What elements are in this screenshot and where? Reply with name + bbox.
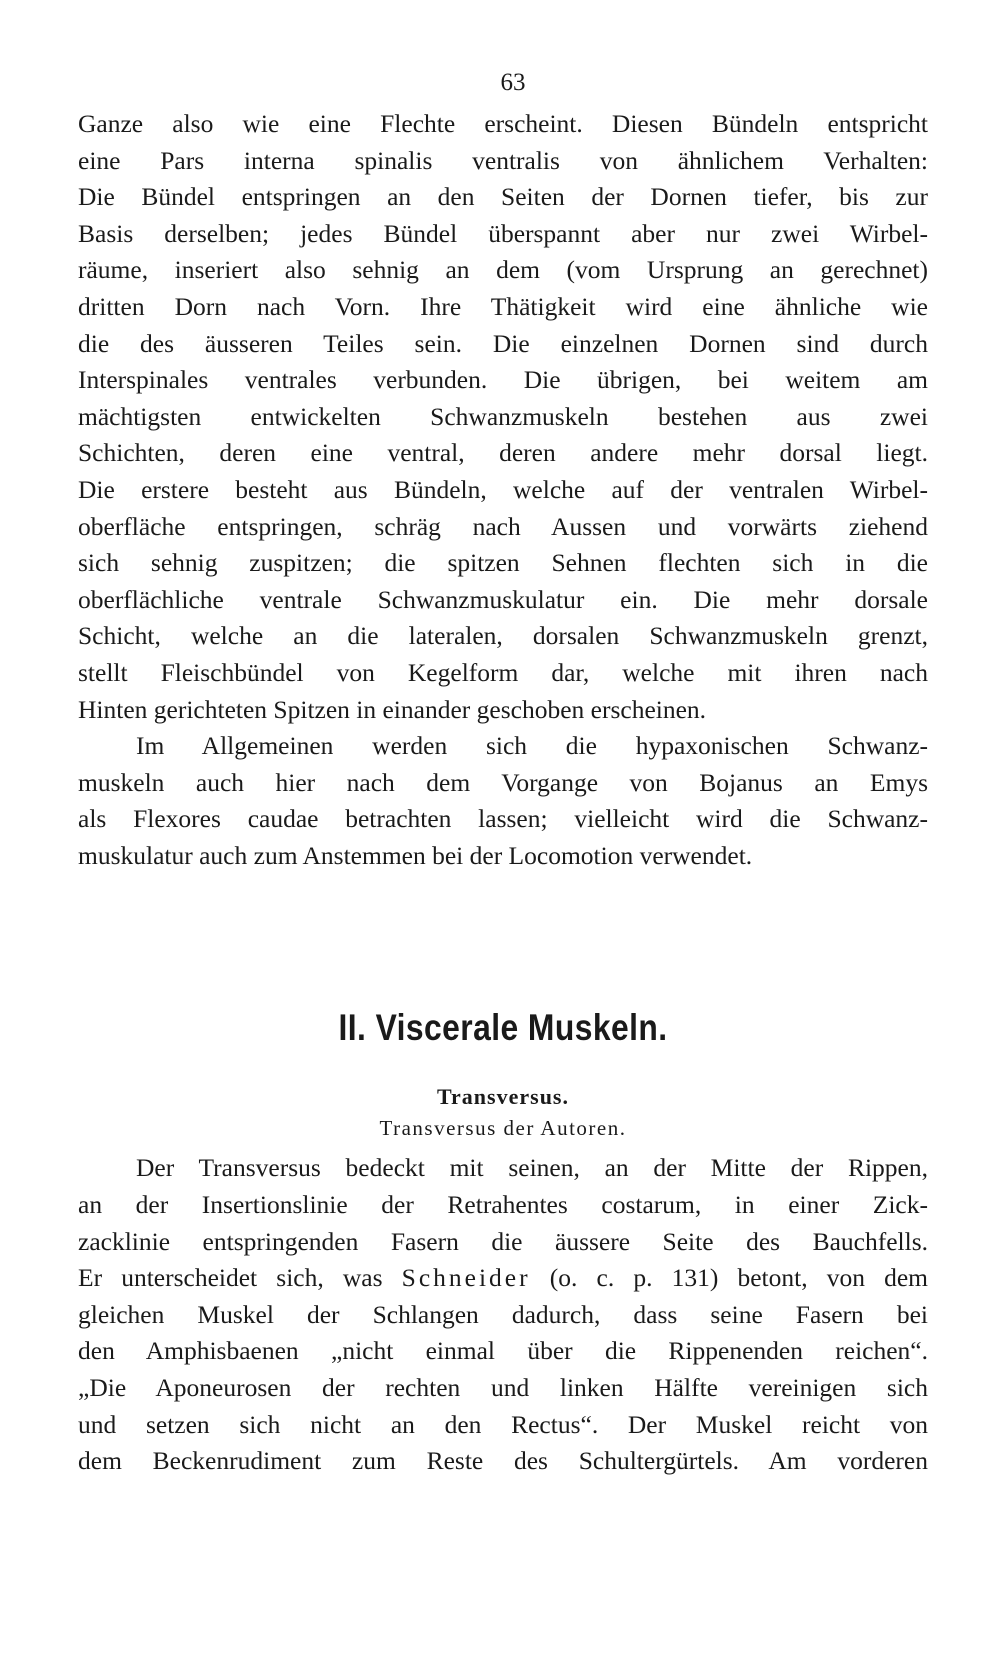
paragraph-3 — [78, 1150, 928, 1479]
text-line: Schicht, welche an die lateralen, dorsalen Schwanzmuskeln grenzt, — [78, 621, 928, 651]
text-run: Er unterscheidet sich, was — [78, 1263, 402, 1293]
text-line: räume, inseriert also sehnig an dem (vom Ursprung an gerechnet) — [78, 255, 928, 285]
text-line: Hinten gerichteten Spitzen in einander geschoben erscheinen. — [78, 694, 707, 724]
text-line: Die erstere besteht aus Bündeln, welche auf der ventralen Wirbel- — [78, 474, 928, 504]
sub-heading: Transversus. — [437, 1084, 569, 1110]
paragraph-2 — [78, 728, 928, 874]
text-line: muskulatur auch zum Anstemmen bei der Locomotion verwendet. — [78, 840, 753, 870]
text-line: an der Insertionslinie der Retrahentes costarum, in einer Zick- — [78, 1190, 928, 1220]
text-line: Die Bündel entspringen an den Seiten der Dornen tiefer, bis zur — [78, 182, 928, 212]
sub-caption: Transversus der Autoren. — [379, 1116, 627, 1141]
text-line: zacklinie entspringenden Fasern die äussere Seite des Bauchfells. — [78, 1226, 928, 1256]
author-name: Schneider — [401, 1263, 531, 1293]
book-page — [78, 60, 928, 1480]
text-line: Ganze also wie eine Flechte erscheint. Diesen Bündeln entspricht — [78, 109, 928, 138]
text-line: oberflächliche ventrale Schwanzmuskulatur ein. Die mehr dorsale — [78, 584, 928, 614]
text-line: Der Transversus bedeckt mit seinen, an der Mitte der Rippen, — [136, 1153, 928, 1183]
text-line: Im Allgemeinen werden sich die hypaxonischen Schwanz- — [136, 731, 928, 761]
text-line: mächtigsten entwickelten Schwanzmuskeln bestehen aus zwei — [78, 401, 928, 431]
text-line: die des äusseren Teiles sein. Die einzelnen Dornen sind durch — [78, 328, 928, 358]
text-line: stellt Fleischbündel von Kegelform dar, welche mit ihren nach — [78, 657, 928, 687]
text-line — [78, 1260, 928, 1297]
text-line: muskeln auch hier nach dem Vorgange von Bojanus an Emys — [78, 767, 928, 797]
page-number: 63 — [500, 69, 526, 96]
text-line: oberfläche entspringen, schräg nach Aussen und vorwärts ziehend — [78, 511, 928, 541]
text-run: (o. c. p. 131) betont, von dem — [530, 1263, 928, 1293]
text-line: den Amphisbaenen „nicht einmal über die Rippenenden reichen“. — [78, 1336, 928, 1366]
text-line: Interspinales ventrales verbunden. Die übrigen, bei weitem am — [78, 365, 928, 395]
text-line: dem Beckenrudiment zum Reste des Schultergürtels. Am vorderen — [78, 1446, 928, 1476]
paragraph-1 — [78, 106, 928, 728]
text-line: Schichten, deren eine ventral, deren andere mehr dorsal liegt. — [78, 438, 928, 468]
text-line: gleichen Muskel der Schlangen dadurch, dass seine Fasern bei — [78, 1299, 928, 1329]
text-line: als Flexores caudae betrachten lassen; vielleicht wird die Schwanz- — [78, 804, 928, 834]
text-line: sich sehnig zuspitzen; die spitzen Sehnen flechten sich in die — [78, 548, 928, 578]
text-line: „Die Aponeurosen der rechten und linken Hälfte vereinigen sich — [78, 1373, 928, 1403]
text-line: Basis derselben; jedes Bündel überspannt aber nur zwei Wirbel- — [78, 218, 928, 248]
text-line: eine Pars interna spinalis ventralis von ähnlichem Verhalten: — [78, 145, 928, 175]
text-line: und setzen sich nicht an den Rectus“. Der Muskel reicht von — [78, 1409, 928, 1439]
text-line: dritten Dorn nach Vorn. Ihre Thätigkeit wird eine ähnliche wie — [78, 291, 928, 321]
section-heading: II. Viscerale Muskeln. — [338, 1007, 668, 1049]
